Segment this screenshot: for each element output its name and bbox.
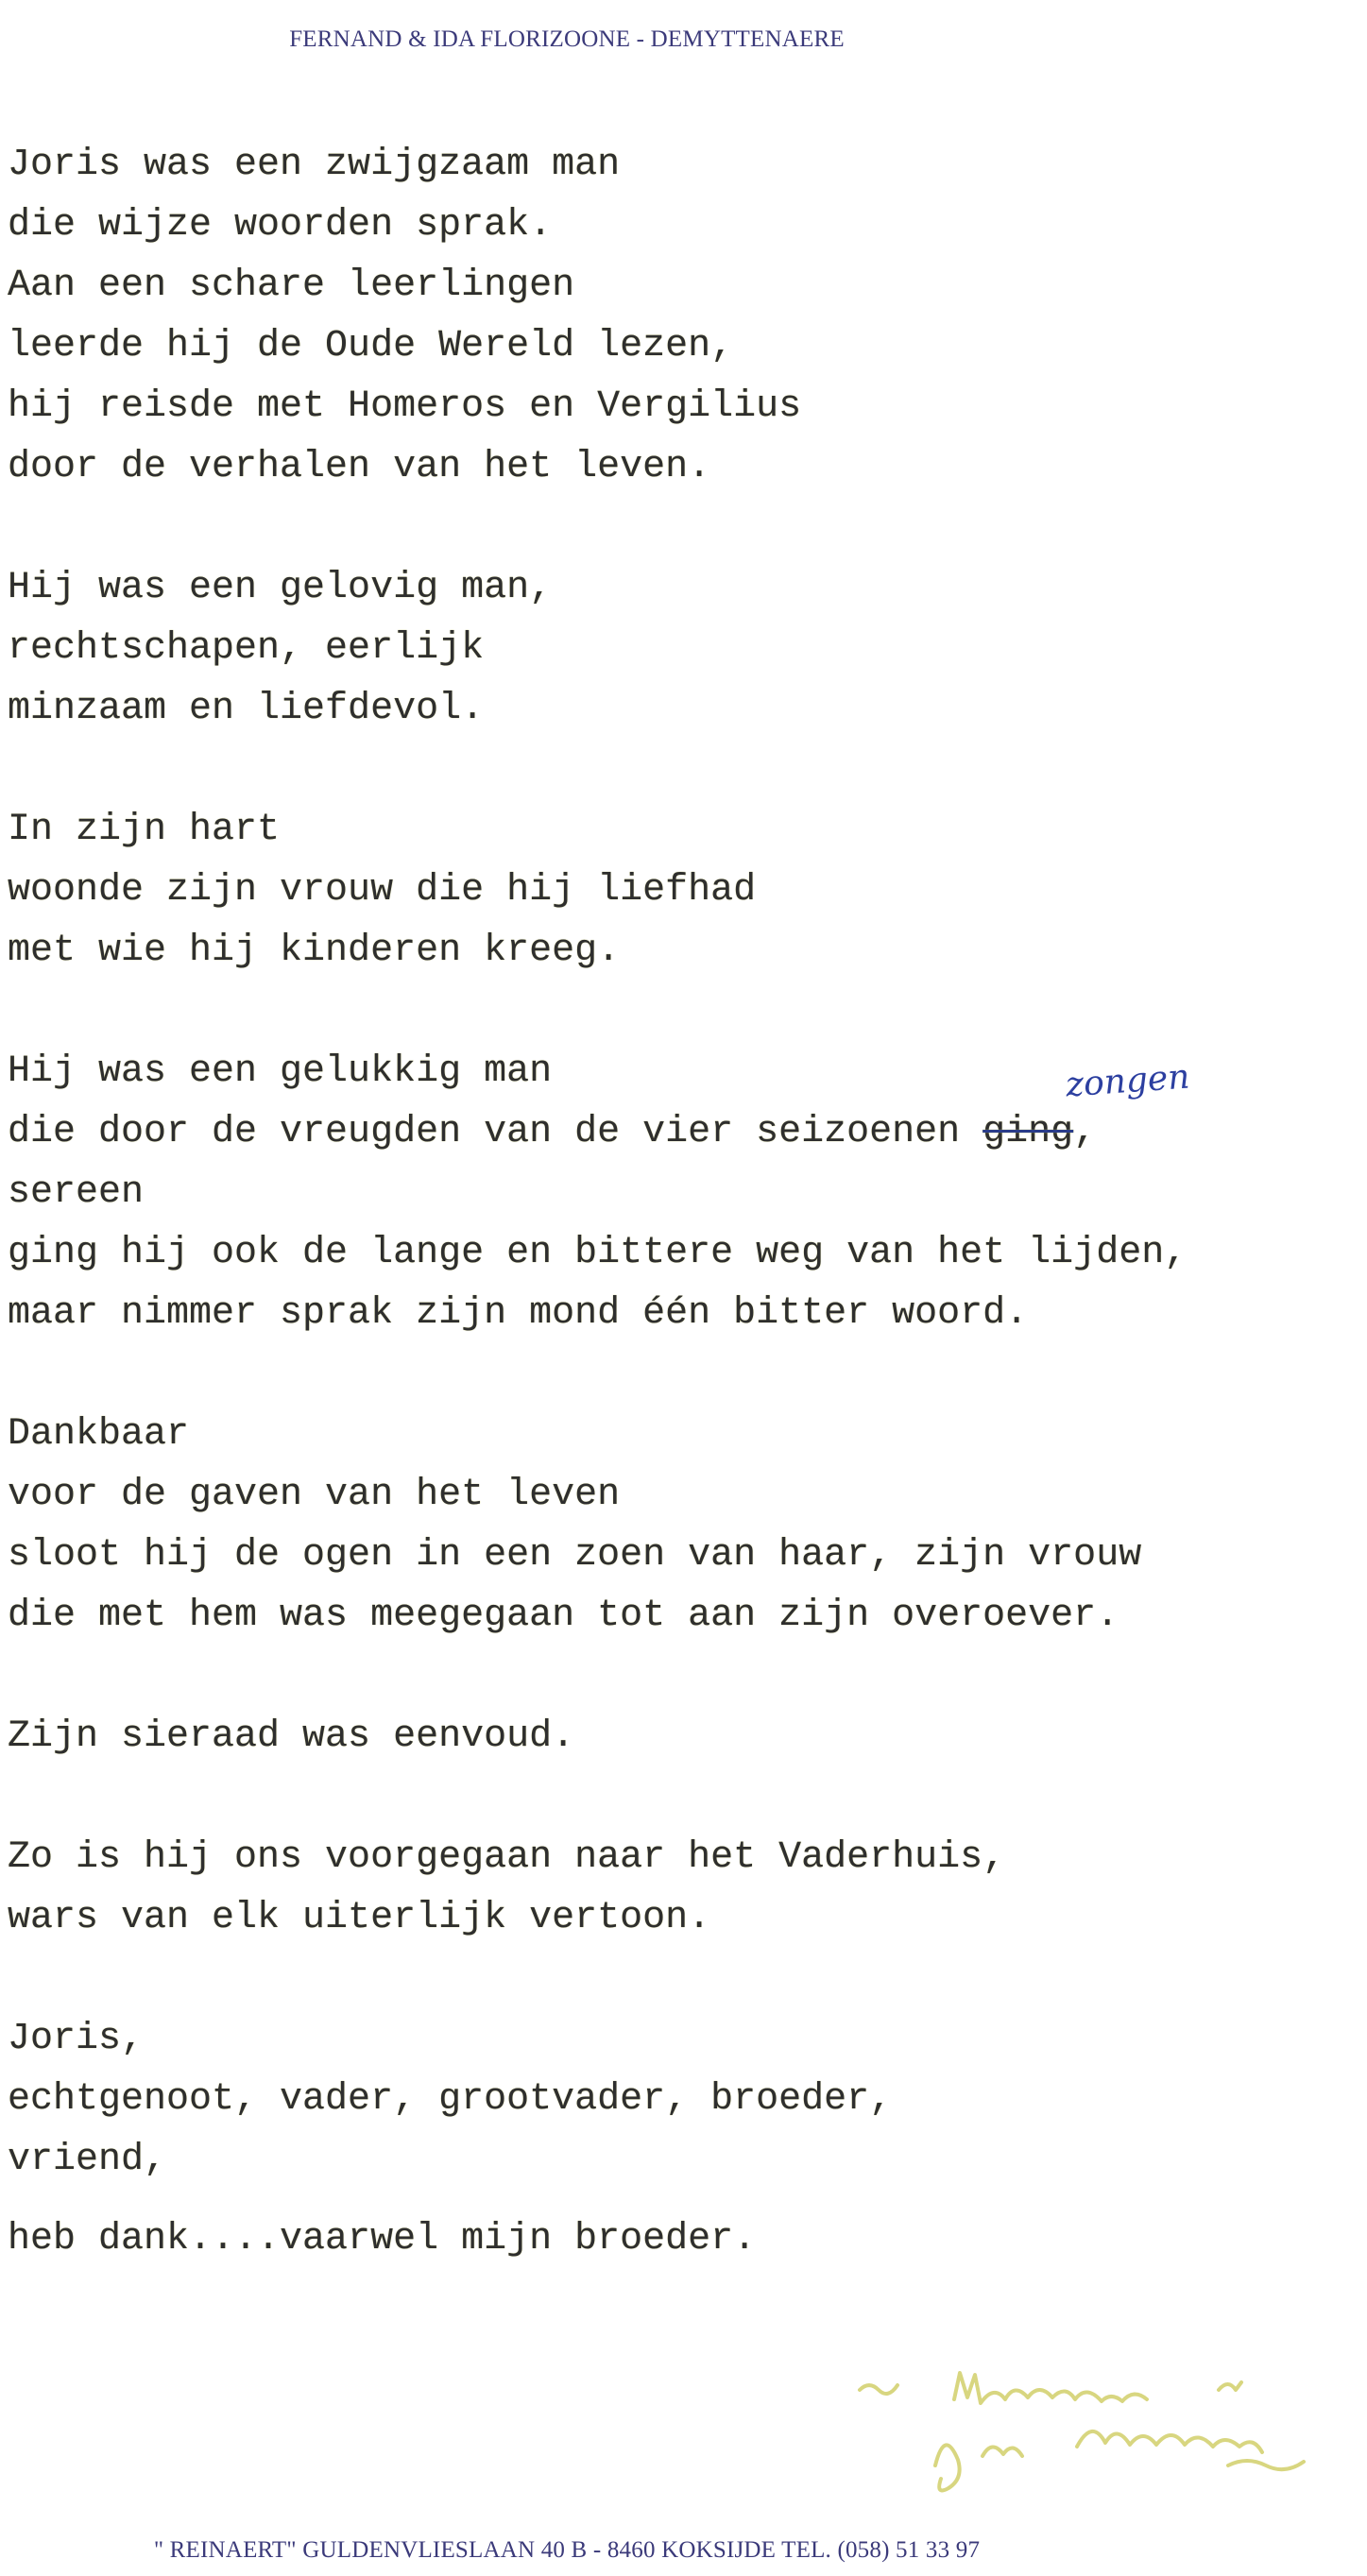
poem <box>8 135 1349 2270</box>
poem-line: die met hem was meegegaan tot aan zijn overoever. <box>8 1595 1119 1637</box>
poem-line: In zijn hart <box>8 809 281 851</box>
poem-line-corrected <box>8 1102 1349 1163</box>
poem-line: sloot hij de ogen in een zoen van haar, zijn vrouw <box>8 1534 1142 1577</box>
stanza-6 <box>8 1707 1349 1767</box>
stanza-3 <box>8 800 1349 981</box>
stanza-7 <box>8 1828 1349 1949</box>
stanza-2 <box>8 558 1349 740</box>
poem-line: Zijn sieraad was eenvoud. <box>8 1715 575 1758</box>
poem-line: woonde zijn vrouw die hij liefhad <box>8 869 757 912</box>
poem-line: leerde hij de Oude Wereld lezen, <box>8 325 734 367</box>
stanza-gap <box>8 498 1349 558</box>
stanza-gap <box>8 1767 1349 1828</box>
poem-line: Dankbaar <box>8 1413 190 1456</box>
poem-line: ging hij ook de lange en bittere weg van het lijden, <box>8 1232 1188 1274</box>
poem-line: Aan een schare leerlingen <box>8 264 575 307</box>
stanza-8 <box>8 2009 1349 2270</box>
poem-line: wars van elk uiterlijk vertoon. <box>8 1897 711 1939</box>
stanza-5 <box>8 1405 1349 1646</box>
poem-line: die wijze woorden sprak. <box>8 204 553 247</box>
poem-line: Joris, <box>8 2018 145 2060</box>
poem-line: maar nimmer sprak zijn mond één bitter woord. <box>8 1292 1029 1335</box>
handwritten-signature <box>831 2352 1360 2513</box>
struck-word: ging <box>983 1111 1074 1153</box>
poem-line: Zo is hij ons voorgegaan naar het Vaderhuis, <box>8 1836 1006 1879</box>
stanza-gap <box>8 1646 1349 1707</box>
poem-line: Hij was een gelovig man, <box>8 567 553 609</box>
stanza-gap <box>8 1949 1349 2009</box>
poem-line: voor de gaven van het leven <box>8 1474 621 1516</box>
poem-line: heb dank....vaarwel mijn broeder. <box>8 2218 757 2260</box>
footer-address: " REINAERT" GULDENVLIESLAAN 40 B - 8460 KOKSIJDE TEL. (058) 51 33 97 <box>153 2537 981 2563</box>
poem-line: minzaam en liefdevol. <box>8 688 485 730</box>
stanza-gap <box>8 981 1349 1042</box>
stanza-1 <box>8 135 1349 498</box>
line-punctuation: , <box>1073 1111 1097 1153</box>
stanza-gap <box>8 1344 1349 1405</box>
stanza-gap <box>8 740 1349 800</box>
poem-line: door de verhalen van het leven. <box>8 446 711 488</box>
poem-line: rechtschapen, eerlijk <box>8 627 485 670</box>
poem-line: Hij was een gelukkig man <box>8 1050 553 1093</box>
poem-line: sereen <box>8 1171 145 1214</box>
poem-line: Joris was een zwijgzaam man <box>8 144 621 186</box>
poem-line: hij reisde met Homeros en Vergilius <box>8 385 802 428</box>
letterhead: FERNAND & IDA FLORIZOONE - DEMYTTENAERE <box>289 26 845 52</box>
poem-line: echtgenoot, vader, grootvader, broeder, <box>8 2078 893 2121</box>
poem-line: vriend, <box>8 2139 167 2181</box>
poem-line: met wie hij kinderen kreeg. <box>8 930 621 972</box>
line-text: die door de vreugden van de vier seizoenen <box>8 1111 983 1153</box>
handwritten-correction: zongen <box>1064 1057 1191 1105</box>
